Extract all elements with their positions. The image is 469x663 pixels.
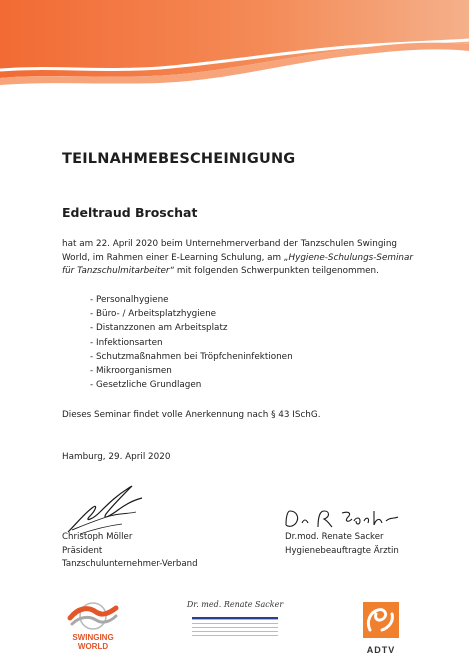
signer-right-name: Dr.mod. Renate Sacker bbox=[285, 532, 384, 542]
world-text: WORLD bbox=[77, 642, 109, 651]
topic-item: - Personalhygiene bbox=[90, 295, 169, 305]
swinging-world-emblem-icon bbox=[62, 600, 124, 632]
participant-name: Edeltraud Broschat bbox=[62, 205, 198, 220]
center-logo-name: Dr. med. Renate Sacker bbox=[186, 600, 284, 609]
adtv-emblem-icon bbox=[356, 600, 406, 642]
signer-right-role: Hygienebeauftragte Ärztin bbox=[285, 545, 399, 556]
dr-sacker-logo bbox=[180, 600, 290, 650]
signer-left-block bbox=[62, 531, 198, 572]
adtv-logo bbox=[356, 600, 406, 656]
swinging-world-logo bbox=[62, 600, 124, 652]
topic-item: - Mikroorganismen bbox=[90, 366, 172, 377]
gold-rule bbox=[192, 619, 278, 620]
intro-paragraph bbox=[62, 238, 422, 279]
orange-wave-header bbox=[0, 0, 469, 100]
seminar-name: „Hygiene-Schulungs-Seminar für Tanzschulmitarbeiter“ bbox=[62, 252, 414, 276]
signer-right-block bbox=[285, 531, 399, 558]
place-date: Hamburg, 29. April 2020 bbox=[62, 452, 171, 462]
topic-item: - Distanzzonen am Arbeitsplatz bbox=[90, 323, 228, 334]
signature-left bbox=[62, 480, 152, 538]
fine-print-block bbox=[192, 623, 278, 637]
intro-text-2: mit folgenden Schwerpunkten teilgenommen. bbox=[174, 266, 379, 276]
swinging-text: SWINGING bbox=[72, 633, 114, 642]
signer-left-organization: Tanzschulunternehmer-Verband bbox=[62, 559, 198, 570]
topic-item: - Schutzmaßnahmen bei Tröpfcheninfektionen bbox=[90, 351, 293, 362]
topic-item: - Büro- / Arbeitsplatzhygiene bbox=[90, 309, 217, 320]
topic-list bbox=[90, 293, 293, 392]
adtv-text: ADTV bbox=[366, 645, 396, 655]
topic-item: - Infektionsarten bbox=[90, 337, 163, 348]
intro-text-1: hat am 22. April 2020 beim Unternehmerverband der Tanzschulen Swinging World, im Rahmen einer E-Learning Schulung, am bbox=[62, 239, 398, 263]
signature-right bbox=[282, 505, 402, 533]
signer-left-role: Präsident bbox=[62, 545, 103, 556]
topic-item: - Gesetzliche Grundlagen bbox=[90, 380, 202, 391]
certificate-title: TEILNAHMEBESCHEINIGUNG bbox=[62, 151, 296, 167]
signer-left-name: Christoph Möller bbox=[62, 532, 133, 542]
recognition-statement: Dieses Seminar findet volle Anerkennung nach § 43 ISchG. bbox=[62, 410, 321, 420]
